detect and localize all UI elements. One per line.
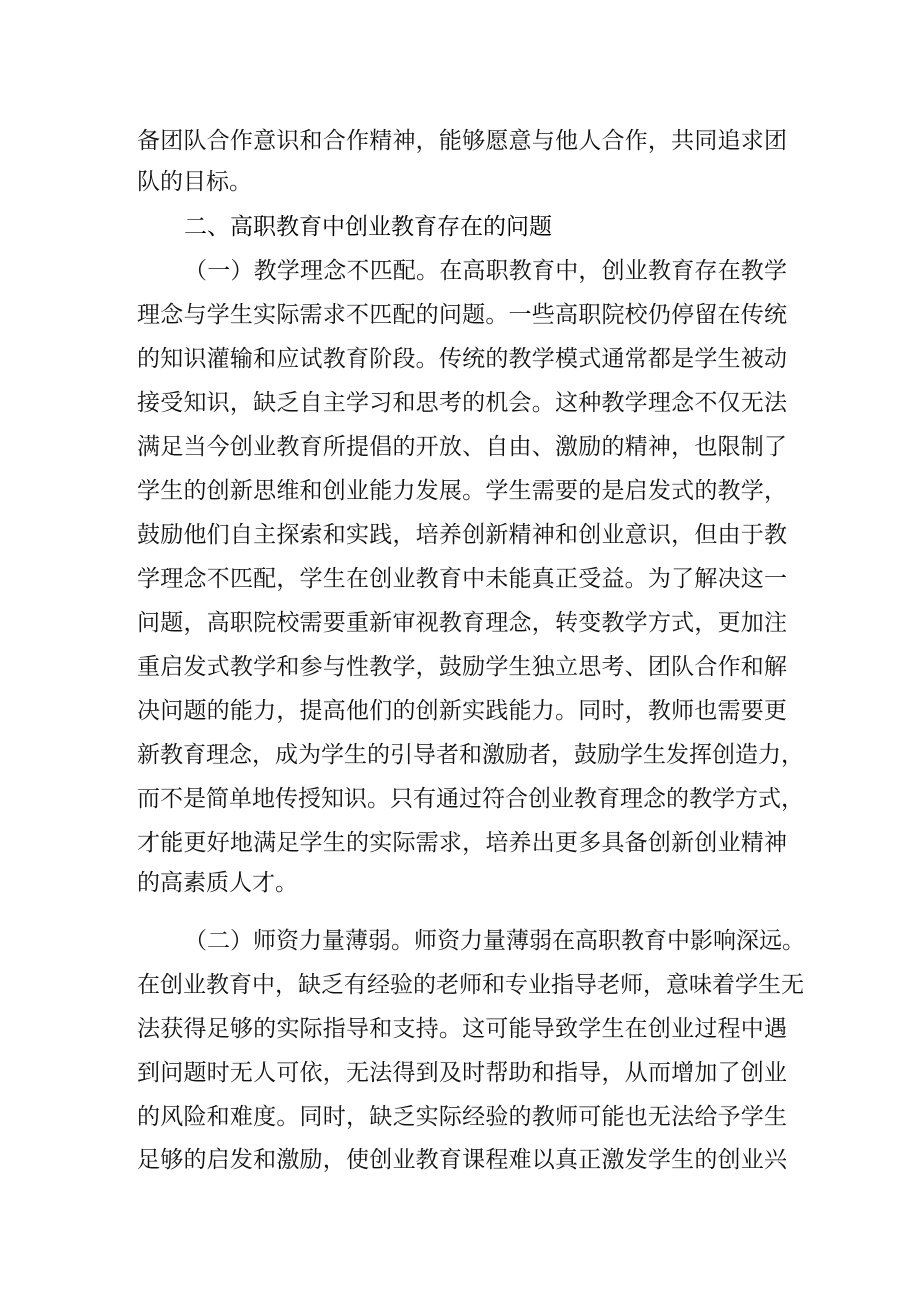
paragraph1-line-3: 的知识灌输和应试教育阶段。传统的教学模式通常都是学生被动 <box>137 346 787 372</box>
paragraph1-line-1: （一）教学理念不匹配。在高职教育中，创业教育存在教学 <box>184 258 787 284</box>
paragraph1-line-14: 才能更好地满足学生的实际需求，培养出更多具备创新创业精神 <box>137 830 787 856</box>
carryover-line-2: 队的目标。 <box>137 169 252 195</box>
paragraph1-line-4: 接受知识，缺乏自主学习和思考的机会。这种教学理念不仅无法 <box>137 390 787 416</box>
paragraph1-line-15: 的高素质人才。 <box>137 870 298 896</box>
paragraph1-line-12: 新教育理念，成为学生的引导者和激励者，鼓励学生发挥创造力， <box>137 742 804 768</box>
paragraph1-line-5: 满足当今创业教育所提倡的开放、自由、激励的精神，也限制了 <box>137 434 787 460</box>
paragraph2-line-5: 的风险和难度。同时，缺乏实际经验的教师可能也无法给予学生 <box>137 1104 787 1130</box>
paragraph1-line-2: 理念与学生实际需求不匹配的问题。一些高职院校仍停留在传统 <box>137 302 787 328</box>
paragraph2-line-6: 足够的启发和激励，使创业教育课程难以真正激发学生的创业兴 <box>137 1147 787 1173</box>
paragraph2-line-2: 在创业教育中，缺乏有经验的老师和专业指导老师，意味着学生无 <box>137 972 804 998</box>
paragraph1-line-11: 决问题的能力，提高他们的创新实践能力。同时，教师也需要更 <box>137 698 787 724</box>
paragraph1-line-9: 问题，高职院校需要重新审视教育理念，转变教学方式，更加注 <box>137 610 787 636</box>
paragraph2-line-4: 到问题时无人可依，无法得到及时帮助和指导，从而增加了创业 <box>137 1060 787 1086</box>
paragraph1-line-10: 重启发式教学和参与性教学，鼓励学生独立思考、团队合作和解 <box>137 654 787 680</box>
paragraph1-line-6: 学生的创新思维和创业能力发展。学生需要的是启发式的教学， <box>137 478 787 504</box>
paragraph2-line-1: （二）师资力量薄弱。师资力量薄弱在高职教育中影响深远。 <box>184 928 805 954</box>
paragraph1-line-8: 学理念不匹配，学生在创业教育中未能真正受益。为了解决这一 <box>137 566 787 592</box>
section-heading: 二、高职教育中创业教育存在的问题 <box>184 214 552 240</box>
paragraph1-line-7: 鼓励他们自主探索和实践，培养创新精神和创业意识，但由于教 <box>137 522 787 548</box>
paragraph2-line-3: 法获得足够的实际指导和支持。这可能导致学生在创业过程中遇 <box>137 1016 787 1042</box>
paragraph1-line-13: 而不是简单地传授知识。只有通过符合创业教育理念的教学方式， <box>137 786 804 812</box>
carryover-line-1: 备团队合作意识和合作精神，能够愿意与他人合作，共同追求团 <box>137 128 787 154</box>
